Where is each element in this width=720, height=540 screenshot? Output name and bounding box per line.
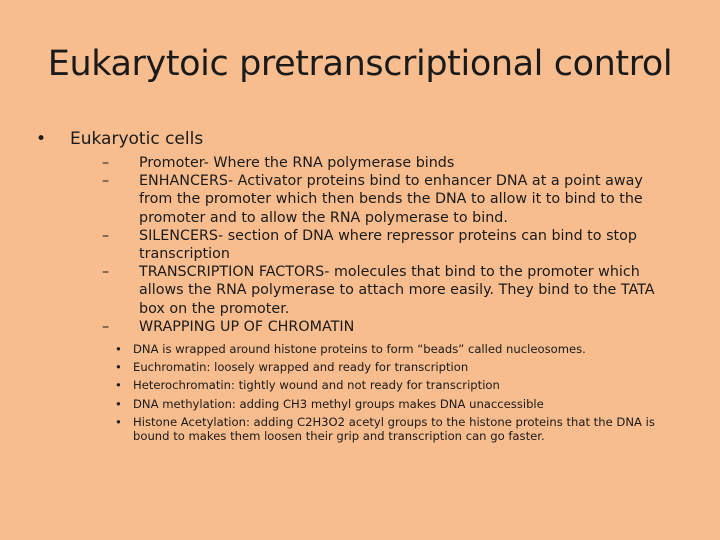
sub-point-text: SILENCERS- section of DNA where repressor proteins can bind to stop transcription	[139, 227, 637, 263]
chromatin-point	[115, 342, 676, 357]
chromatin-point	[115, 415, 676, 444]
bullet-icon: •	[36, 129, 47, 149]
chromatin-point	[115, 378, 676, 393]
sub-point-list	[36, 154, 676, 336]
chromatin-point-text: Heterochromatin: tightly wound and not ready for transcription	[133, 378, 500, 393]
sub-point-text: WRAPPING UP OF CHROMATIN	[139, 318, 355, 335]
slide-body	[36, 128, 676, 448]
dash-icon: –	[102, 155, 110, 171]
main-bullet-text: Eukaryotic cells	[70, 129, 204, 149]
chromatin-point-text: Euchromatin: loosely wrapped and ready for transcription	[133, 360, 469, 375]
dash-icon: –	[102, 264, 110, 281]
sub-point	[102, 172, 676, 227]
sub-point	[102, 154, 676, 172]
chromatin-point-list	[36, 342, 676, 444]
sub-point	[102, 227, 676, 263]
dash-icon: –	[102, 227, 110, 244]
bullet-icon: •	[115, 396, 122, 411]
sub-point	[102, 263, 676, 318]
sub-point	[102, 318, 676, 336]
bullet-icon: •	[115, 414, 122, 429]
sub-point-text: TRANSCRIPTION FACTORS- molecules that bind to the promoter which allows the RNA polymerase to attach more easily. They bind to the TATA box on the promoter.	[139, 264, 655, 317]
chromatin-point-text: DNA is wrapped around histone proteins to form “beads” called nucleosomes.	[133, 342, 586, 357]
main-bullet	[36, 128, 676, 150]
chromatin-point	[115, 360, 676, 375]
dash-icon: –	[102, 173, 110, 190]
chromatin-point-text: Histone Acetylation: adding C2H3O2 acetyl groups to the histone proteins that the DNA is bound to makes them loosen their grip and transcription can go faster.	[133, 414, 655, 444]
bullet-icon: •	[115, 378, 122, 393]
sub-point-text: ENHANCERS- Activator proteins bind to enhancer DNA at a point away from the promoter which then bends the DNA to allow it to bind to the promoter and to allow the RNA polymerase to bind.	[139, 173, 643, 226]
chromatin-point-text: DNA methylation: adding CH3 methyl groups makes DNA unaccessible	[133, 396, 544, 411]
bullet-icon: •	[115, 342, 122, 357]
slide-title: Eukarytoic pretranscriptional control	[47, 44, 673, 84]
chromatin-point	[115, 397, 676, 412]
dash-icon: –	[102, 318, 110, 335]
bullet-icon: •	[115, 360, 122, 375]
sub-point-text: Promoter- Where the RNA polymerase binds	[139, 155, 455, 171]
